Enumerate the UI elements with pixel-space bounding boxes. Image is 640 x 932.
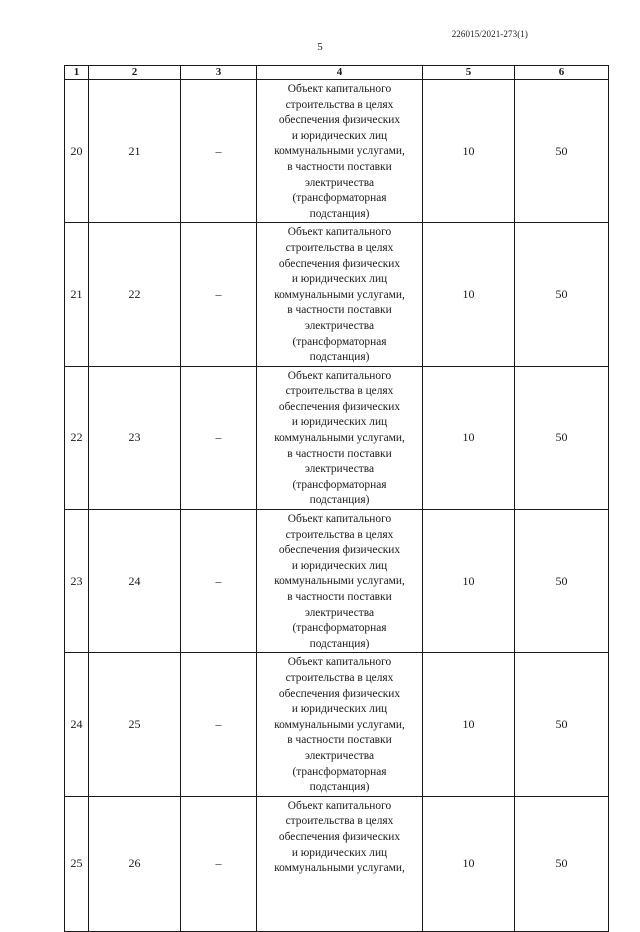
description-line: коммунальными услугами, [274,575,405,588]
cell-value-5: 10 [423,653,515,796]
cell-point-number: 26 [89,796,181,931]
table-row [65,510,609,653]
cell-object-description [257,653,423,796]
description-line: строительства в целях [285,671,394,684]
cell-row-number: 25 [65,796,89,931]
description-line: строительства в целях [285,385,394,398]
description-line: коммунальными услугами, [274,432,405,445]
cell-value-6: 50 [515,653,609,796]
description-line: подстанция) [309,637,370,650]
description-line: и юридических лиц [291,273,388,286]
description-line: обеспечения физических [278,114,401,127]
description-line: строительства в целях [285,98,394,111]
description-line: строительства в целях [285,528,394,541]
description-line: (трансформаторная [292,765,387,778]
description-line: Объект капитального [287,513,392,526]
cell-point-number: 22 [89,223,181,366]
description-line: коммунальными услугами, [274,288,405,301]
cell-dash: – [181,366,257,509]
description-line: обеспечения физических [278,687,401,700]
description-line: подстанция) [309,207,370,220]
description-line: строительства в целях [285,241,394,254]
description-line: в частности поставки [287,734,392,747]
description-line: в частности поставки [287,591,392,603]
description-line: электричества [304,606,375,619]
description-line: (трансформаторная [292,192,387,205]
column-header-1: 1 [65,66,89,80]
data-table [64,65,609,932]
document-number: 226015/2021-273(1) [451,29,528,39]
page-number: 5 [317,41,323,53]
table-row [65,80,609,223]
table-header-row [65,66,609,80]
table-row [65,366,609,509]
table-row [65,653,609,796]
description-line: (трансформаторная [292,478,387,491]
description-line: обеспечения физических [278,544,401,557]
cell-object-description [257,223,423,366]
description-line: подстанция) [309,494,370,507]
cell-dash: – [181,80,257,223]
cell-row-number: 20 [65,80,89,223]
cell-dash: – [181,510,257,653]
description-line: (трансформаторная [292,622,387,635]
cell-object-description [257,796,423,931]
description-line: обеспечения физических [278,257,401,270]
description-line: электричества [304,749,375,762]
cell-value-6: 50 [515,80,609,223]
description-line: коммунальными услугами, [274,145,405,158]
cell-value-5: 10 [423,796,515,931]
description-line: в частности поставки [287,160,392,173]
description-line: и юридических лиц [291,129,388,142]
description-line: обеспечения физических [278,830,401,843]
description-line: обеспечения физических [278,400,401,413]
cell-point-number: 25 [89,653,181,796]
table-row [65,223,609,366]
description-line: в частности поставки [287,304,392,317]
cell-value-5: 10 [423,223,515,366]
description-line: и юридических лиц [291,703,388,716]
description-line: строительства в целях [285,815,394,828]
description-line: и юридических лиц [291,559,388,572]
cell-point-number: 23 [89,366,181,509]
cell-point-number: 21 [89,80,181,223]
description-line: (трансформаторная [292,335,387,348]
description-line: подстанция) [309,781,370,794]
cell-value-6: 50 [515,223,609,366]
column-header-6: 6 [515,66,609,80]
cell-row-number: 21 [65,223,89,366]
description-line: Объект капитального [287,226,392,239]
cell-row-number: 22 [65,366,89,509]
cell-object-description [257,366,423,509]
description-line: Объект капитального [287,369,392,382]
cell-row-number: 24 [65,653,89,796]
column-header-5: 5 [423,66,515,80]
cell-dash: – [181,796,257,931]
column-header-2: 2 [89,66,181,80]
cell-dash: – [181,223,257,366]
cell-value-5: 10 [423,80,515,223]
column-header-3: 3 [181,66,257,80]
table-container [64,65,608,875]
description-line: Объект капитального [287,656,392,669]
cell-value-6: 50 [515,366,609,509]
description-line: Объект капитального [287,799,392,812]
table-row [65,796,609,931]
cell-value-5: 10 [423,510,515,653]
description-line: в частности поставки [287,447,392,460]
cell-object-description [257,510,423,653]
cell-row-number: 23 [65,510,89,653]
description-line: коммунальными услугами, [274,862,405,875]
description-line: электричества [304,463,375,476]
description-line: электричества [304,319,375,332]
cell-object-description [257,80,423,223]
description-line: коммунальными услугами, [274,718,405,731]
cell-value-6: 50 [515,796,609,931]
table-body [65,80,609,932]
description-line: Объект капитального [287,83,392,95]
cell-value-5: 10 [423,366,515,509]
description-line: и юридических лиц [291,846,388,859]
description-line: и юридических лиц [291,416,388,429]
cell-dash: – [181,653,257,796]
description-line: подстанция) [309,351,370,364]
description-line: электричества [304,176,375,189]
column-header-4: 4 [257,66,423,80]
cell-value-6: 50 [515,510,609,653]
cell-point-number: 24 [89,510,181,653]
